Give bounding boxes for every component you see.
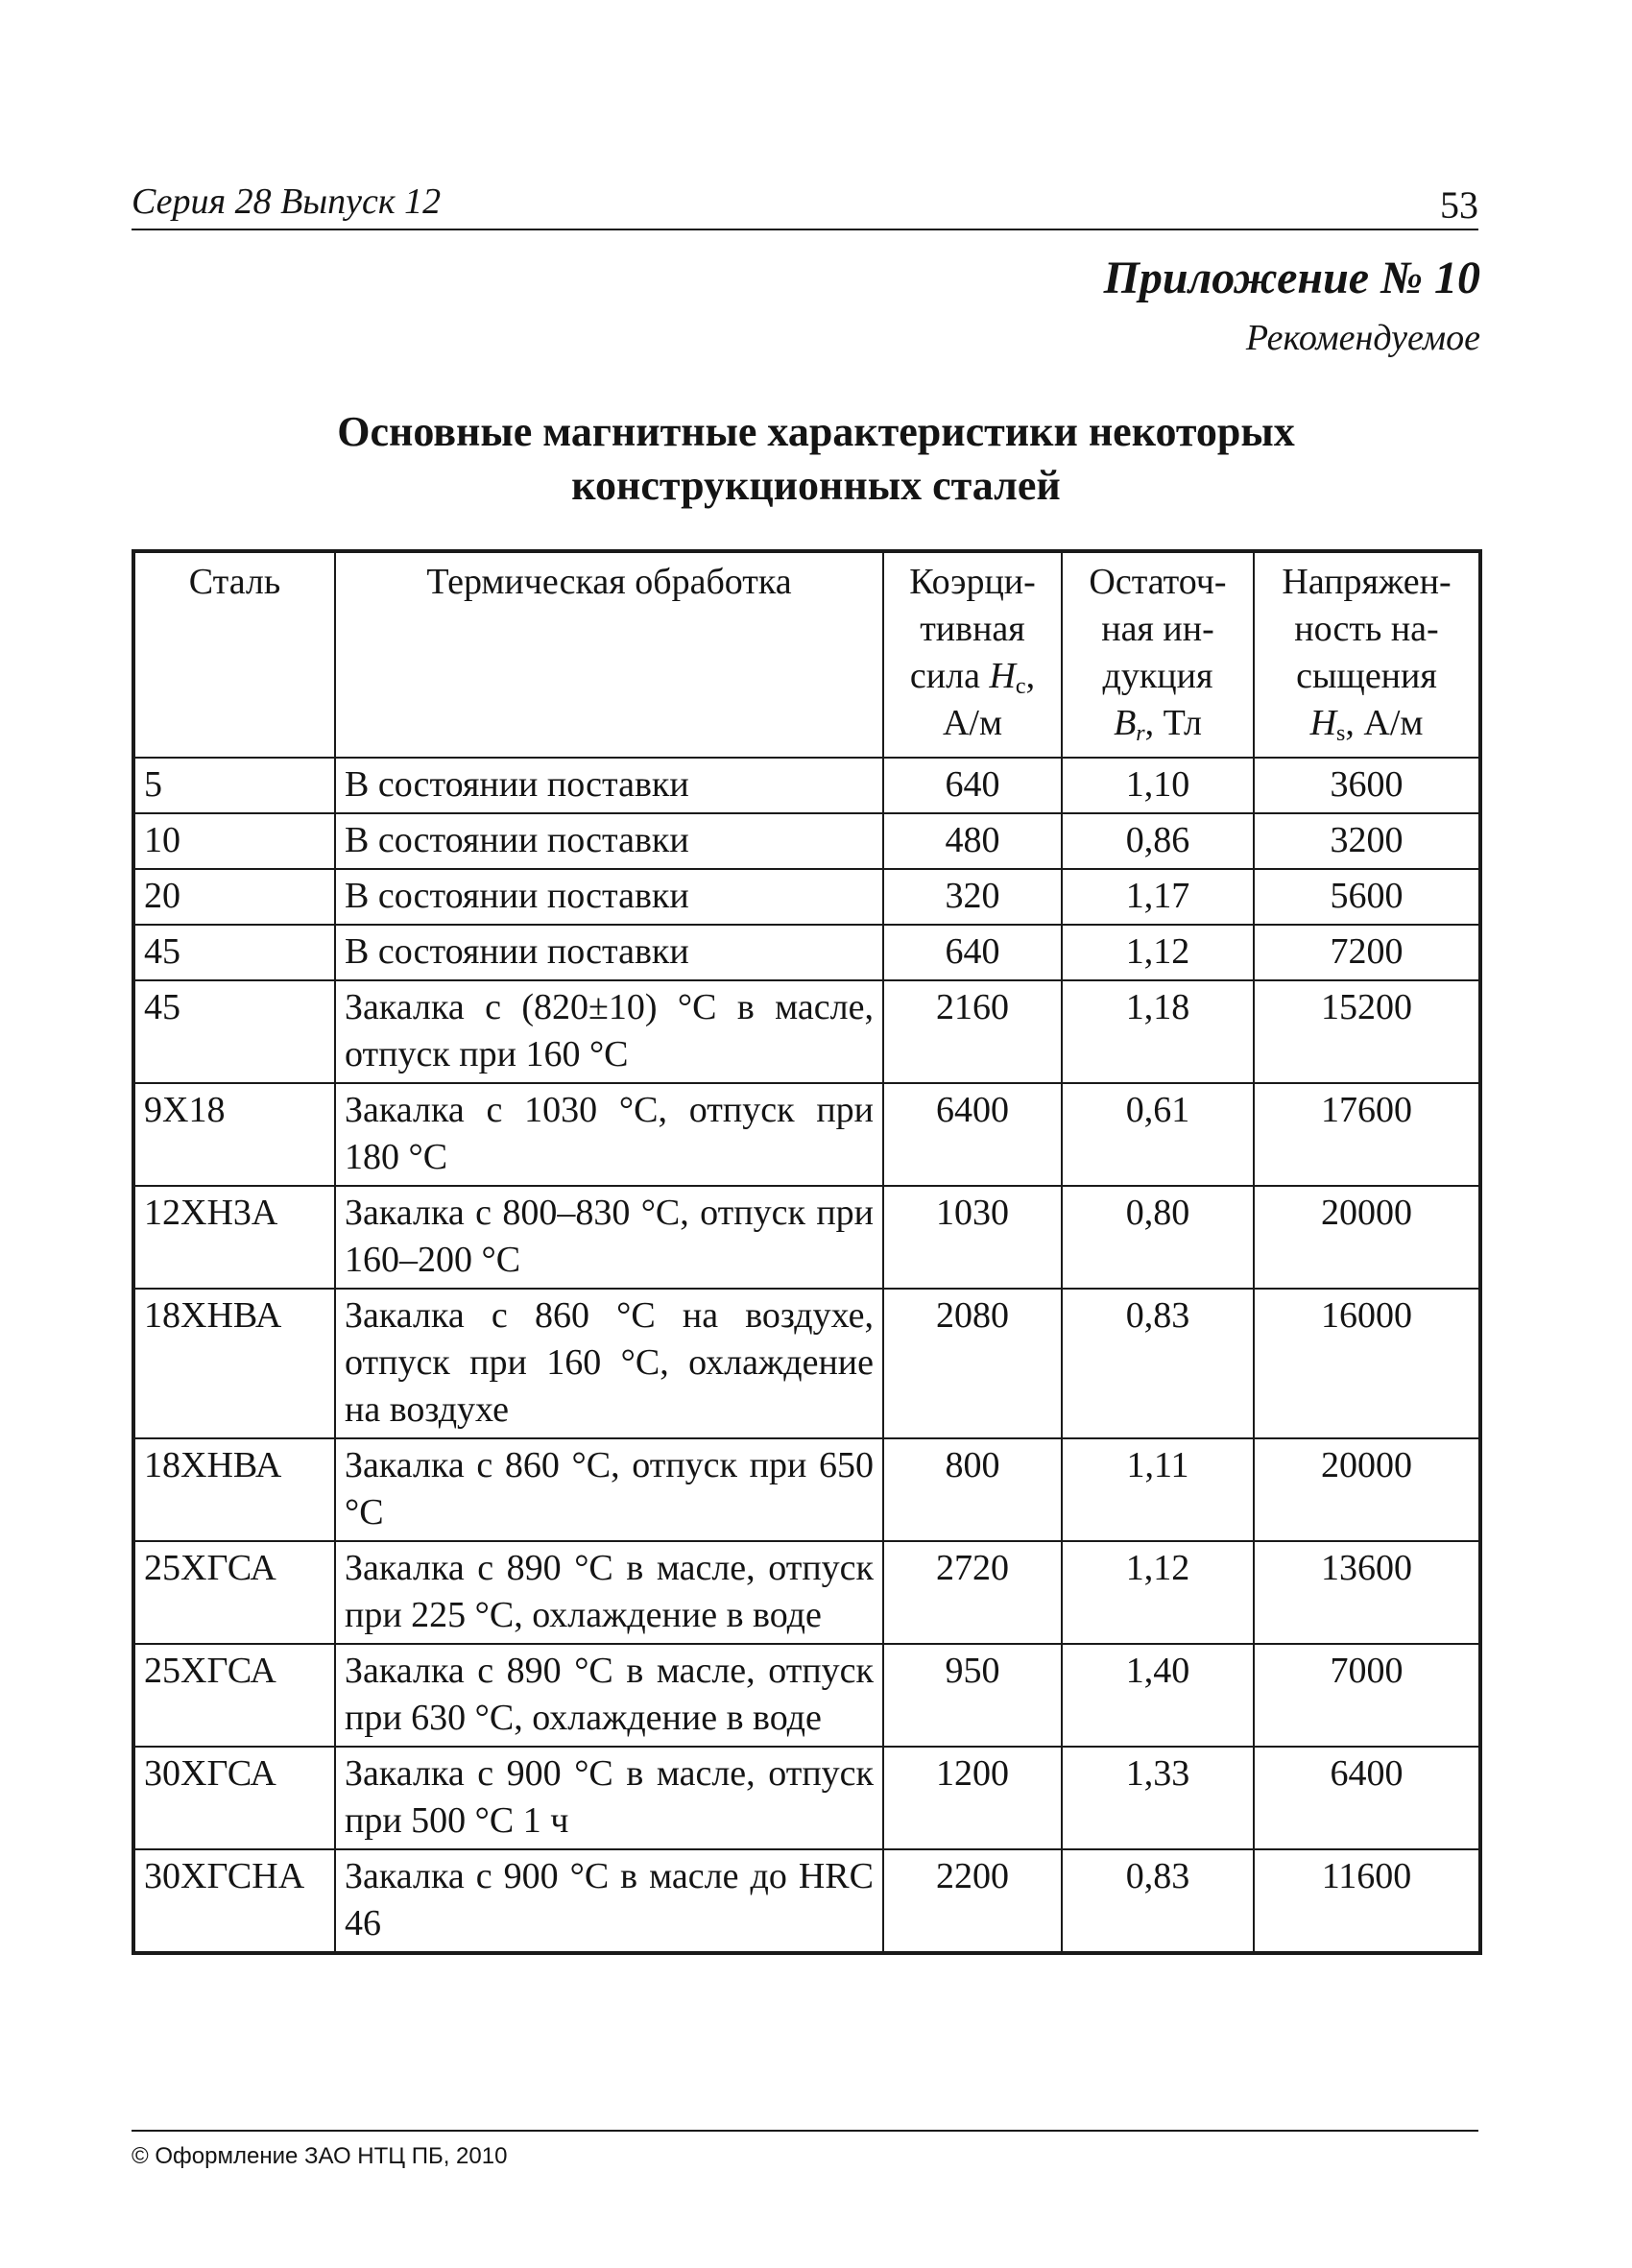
cell-saturation-intensity: 3200 [1254, 813, 1480, 869]
header-remanent-line-3: дукция [1102, 656, 1213, 696]
cell-steel: 12ХН3А [133, 1186, 335, 1289]
cell-remanent-induction: 1,33 [1062, 1747, 1254, 1849]
cell-saturation-intensity: 11600 [1254, 1849, 1480, 1953]
document-title-line-1: Основные магнитные характеристики некоторых [337, 408, 1295, 455]
cell-coercive-force: 2160 [883, 980, 1062, 1083]
subscript-r: r [1136, 721, 1145, 746]
header-coercive-word: сила [909, 656, 980, 696]
cell-steel: 45 [133, 980, 335, 1083]
cell-remanent-induction: 0,83 [1062, 1289, 1254, 1438]
header-saturation-line-2: ность на- [1294, 609, 1439, 649]
magnetic-properties-table [132, 549, 1482, 1955]
cell-steel: 45 [133, 925, 335, 980]
table-row [133, 1186, 1480, 1289]
table-row [133, 1289, 1480, 1438]
document-title-line-2: конструкционных сталей [571, 462, 1061, 509]
symbol-hc: H [989, 656, 1016, 696]
cell-heat-treatment: В состоянии поставки [335, 758, 883, 813]
table-row [133, 1747, 1480, 1849]
cell-coercive-force: 640 [883, 758, 1062, 813]
header-rule [132, 229, 1478, 230]
cell-remanent-induction: 1,11 [1062, 1438, 1254, 1541]
cell-coercive-force: 2200 [883, 1849, 1062, 1953]
header-saturation-line-3: сыщения [1296, 656, 1437, 696]
cell-remanent-induction: 0,61 [1062, 1083, 1254, 1186]
cell-heat-treatment: Закалка с 900 °С в масле, отпуск при 500 °С 1 ч [335, 1747, 883, 1849]
header-coercive-comma: , [1025, 656, 1036, 696]
cell-heat-treatment: В состоянии поставки [335, 813, 883, 869]
subscript-c: c [1015, 674, 1026, 699]
cell-saturation-intensity: 16000 [1254, 1289, 1480, 1438]
table-row [133, 925, 1480, 980]
table-row [133, 1644, 1480, 1747]
header-coercive-line-1: Коэрци- [909, 562, 1036, 602]
cell-coercive-force: 1200 [883, 1747, 1062, 1849]
cell-remanent-induction: 0,80 [1062, 1186, 1254, 1289]
cell-steel: 30ХГСА [133, 1747, 335, 1849]
cell-heat-treatment: Закалка с 1030 °С, отпуск при 180 °С [335, 1083, 883, 1186]
cell-heat-treatment: В состоянии поставки [335, 869, 883, 925]
header-steel: Сталь [133, 551, 335, 758]
symbol-br: B [1114, 703, 1137, 743]
header-coercive-unit: А/м [942, 703, 1003, 743]
table-row [133, 1083, 1480, 1186]
cell-remanent-induction: 1,10 [1062, 758, 1254, 813]
cell-remanent-induction: 1,12 [1062, 925, 1254, 980]
cell-heat-treatment: Закалка с 860 °С на воздухе, отпуск при 160 °С, охлаждение на воздухе [335, 1289, 883, 1438]
cell-heat-treatment: Закалка с 890 °С в масле, отпуск при 225 °С, охлаждение в воде [335, 1541, 883, 1644]
cell-coercive-force: 950 [883, 1644, 1062, 1747]
appendix-subtitle: Рекомендуемое [1245, 318, 1480, 358]
cell-saturation-intensity: 3600 [1254, 758, 1480, 813]
header-remanent-induction [1062, 551, 1254, 758]
header-coercive-line-3 [893, 653, 1052, 700]
cell-remanent-induction: 0,86 [1062, 813, 1254, 869]
cell-coercive-force: 2720 [883, 1541, 1062, 1644]
header-remanent-line-4 [1071, 700, 1244, 747]
header-heat-treatment: Термическая обработка [335, 551, 883, 758]
header-remanent-unit: , Тл [1144, 703, 1202, 743]
cell-saturation-intensity: 20000 [1254, 1438, 1480, 1541]
cell-remanent-induction: 1,12 [1062, 1541, 1254, 1644]
cell-steel: 10 [133, 813, 335, 869]
cell-saturation-intensity: 5600 [1254, 869, 1480, 925]
cell-steel: 25ХГСА [133, 1644, 335, 1747]
cell-steel: 9Х18 [133, 1083, 335, 1186]
table-row [133, 1541, 1480, 1644]
cell-heat-treatment: Закалка с 800–830 °С, отпуск при 160–200 °С [335, 1186, 883, 1289]
cell-coercive-force: 6400 [883, 1083, 1062, 1186]
cell-heat-treatment: Закалка с 860 °С, отпуск при 650 °С [335, 1438, 883, 1541]
cell-remanent-induction: 1,17 [1062, 869, 1254, 925]
cell-saturation-intensity: 7000 [1254, 1644, 1480, 1747]
table-row [133, 758, 1480, 813]
cell-remanent-induction: 1,18 [1062, 980, 1254, 1083]
cell-coercive-force: 800 [883, 1438, 1062, 1541]
appendix-title: Приложение № 10 [1103, 253, 1480, 303]
cell-saturation-intensity: 15200 [1254, 980, 1480, 1083]
table-row [133, 980, 1480, 1083]
cell-steel: 25ХГСА [133, 1541, 335, 1644]
header-saturation-intensity [1254, 551, 1480, 758]
running-header-series: Серия 28 Выпуск 12 [132, 181, 442, 222]
cell-coercive-force: 1030 [883, 1186, 1062, 1289]
header-saturation-unit: , А/м [1345, 703, 1424, 743]
cell-saturation-intensity: 6400 [1254, 1747, 1480, 1849]
cell-heat-treatment: Закалка с 900 °С в масле до HRC 46 [335, 1849, 883, 1953]
table-header [133, 551, 1480, 758]
cell-remanent-induction: 1,40 [1062, 1644, 1254, 1747]
cell-coercive-force: 480 [883, 813, 1062, 869]
cell-steel: 18ХНВА [133, 1289, 335, 1438]
page-number: 53 [1440, 183, 1478, 227]
header-saturation-line-1: Напряжен- [1282, 562, 1452, 602]
cell-saturation-intensity: 17600 [1254, 1083, 1480, 1186]
cell-heat-treatment: В состоянии поставки [335, 925, 883, 980]
cell-saturation-intensity: 20000 [1254, 1186, 1480, 1289]
table-row [133, 813, 1480, 869]
cell-saturation-intensity: 13600 [1254, 1541, 1480, 1644]
footer-copyright: © Оформление ЗАО НТЦ ПБ, 2010 [132, 2143, 508, 2169]
header-row [133, 551, 1480, 758]
cell-heat-treatment: Закалка с 890 °С в масле, отпуск при 630 °С, охлаждение в воде [335, 1644, 883, 1747]
header-saturation-line-4 [1263, 700, 1470, 747]
header-coercive-line-2: тивная [920, 609, 1025, 649]
table-row [133, 1849, 1480, 1953]
header-coercive-force [883, 551, 1062, 758]
cell-coercive-force: 640 [883, 925, 1062, 980]
table-row [133, 869, 1480, 925]
cell-steel: 20 [133, 869, 335, 925]
subscript-s: s [1336, 721, 1346, 746]
symbol-hs: H [1309, 703, 1337, 743]
cell-saturation-intensity: 7200 [1254, 925, 1480, 980]
cell-remanent-induction: 0,83 [1062, 1849, 1254, 1953]
cell-coercive-force: 320 [883, 869, 1062, 925]
table-row [133, 1438, 1480, 1541]
table-body [133, 758, 1480, 1953]
cell-steel: 5 [133, 758, 335, 813]
cell-coercive-force: 2080 [883, 1289, 1062, 1438]
cell-steel: 30ХГСНА [133, 1849, 335, 1953]
footer-rule [132, 2130, 1478, 2132]
document-title [0, 405, 1632, 513]
header-remanent-line-1: Остаточ- [1089, 562, 1227, 602]
cell-heat-treatment: Закалка с (820±10) °С в масле, отпуск при 160 °С [335, 980, 883, 1083]
cell-steel: 18ХНВА [133, 1438, 335, 1541]
header-remanent-line-2: ная ин- [1101, 609, 1214, 649]
